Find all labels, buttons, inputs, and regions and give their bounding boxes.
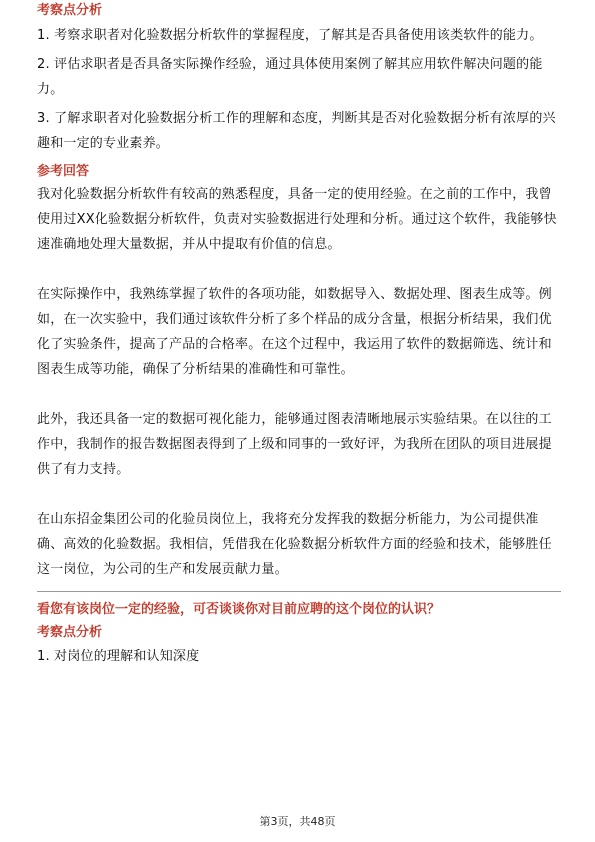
analysis-item: 2. 评估求职者是否具备实际操作经验，通过具体使用案例了解其应用软件解决问题的能力。 bbox=[37, 57, 543, 97]
analysis-item: 1. 对岗位的理解和认知深度 bbox=[37, 649, 200, 664]
analysis-item: 3. 了解求职者对化验数据分析工作的理解和态度，判断其是否对化验数据分析有浓厚的兴趣和一定的专业素养。 bbox=[37, 111, 556, 151]
reference-answer-section bbox=[37, 163, 561, 582]
page-footer: 第3页，共48页 bbox=[259, 815, 336, 828]
analysis-section-2 bbox=[37, 624, 561, 669]
section-title: 参考回答 bbox=[37, 164, 90, 179]
answer-paragraph: 在实际操作中，我熟练掌握了软件的各项功能，如数据导入、数据处理、图表生成等。例如，在一次实验中，我们通过该软件分析了多个样品的成分含量，根据分析结果，我们优化了实验条件，提高了产品的合格率。在这个过程中，我运用了软件的数据筛选、统计和图表生成等功能，确保了分析结果的准确性和可靠性。 bbox=[37, 287, 552, 377]
answer-paragraph: 我对化验数据分析软件有较高的熟悉程度，具备一定的使用经验。在之前的工作中，我曾使用过XX化验数据分析软件，负责对实验数据进行处理和分析。通过这个软件，我能够快速准确地处理大量数据，并从中提取有价值的信息。 bbox=[37, 187, 557, 252]
answer-paragraph: 此外，我还具备一定的数据可视化能力，能够通过图表清晰地展示实验结果。在以往的工作中，我制作的报告数据图表得到了上级和同事的一致好评，为我所在团队的项目进展提供了有力支持。 bbox=[37, 412, 552, 477]
section-title: 考察点分析 bbox=[37, 3, 103, 18]
answer-paragraph: 在山东招金集团公司的化验员岗位上，我将充分发挥我的数据分析能力，为公司提供准确、高效的化验数据。我相信，凭借我在化验数据分析软件方面的经验和技术，能够胜任这一岗位，为公司的生产和发展贡献力量。 bbox=[37, 512, 552, 577]
page-content bbox=[37, 2, 561, 669]
section-divider bbox=[37, 591, 561, 592]
question-title: 看您有该岗位一定的经验，可否谈谈你对目前应聘的这个岗位的认识？ bbox=[37, 602, 441, 617]
analysis-item: 1. 考察求职者对化验数据分析软件的掌握程度，了解其是否具备使用该类软件的能力。 bbox=[37, 28, 543, 43]
analysis-section-1 bbox=[37, 2, 561, 156]
section-title: 考察点分析 bbox=[37, 625, 103, 640]
